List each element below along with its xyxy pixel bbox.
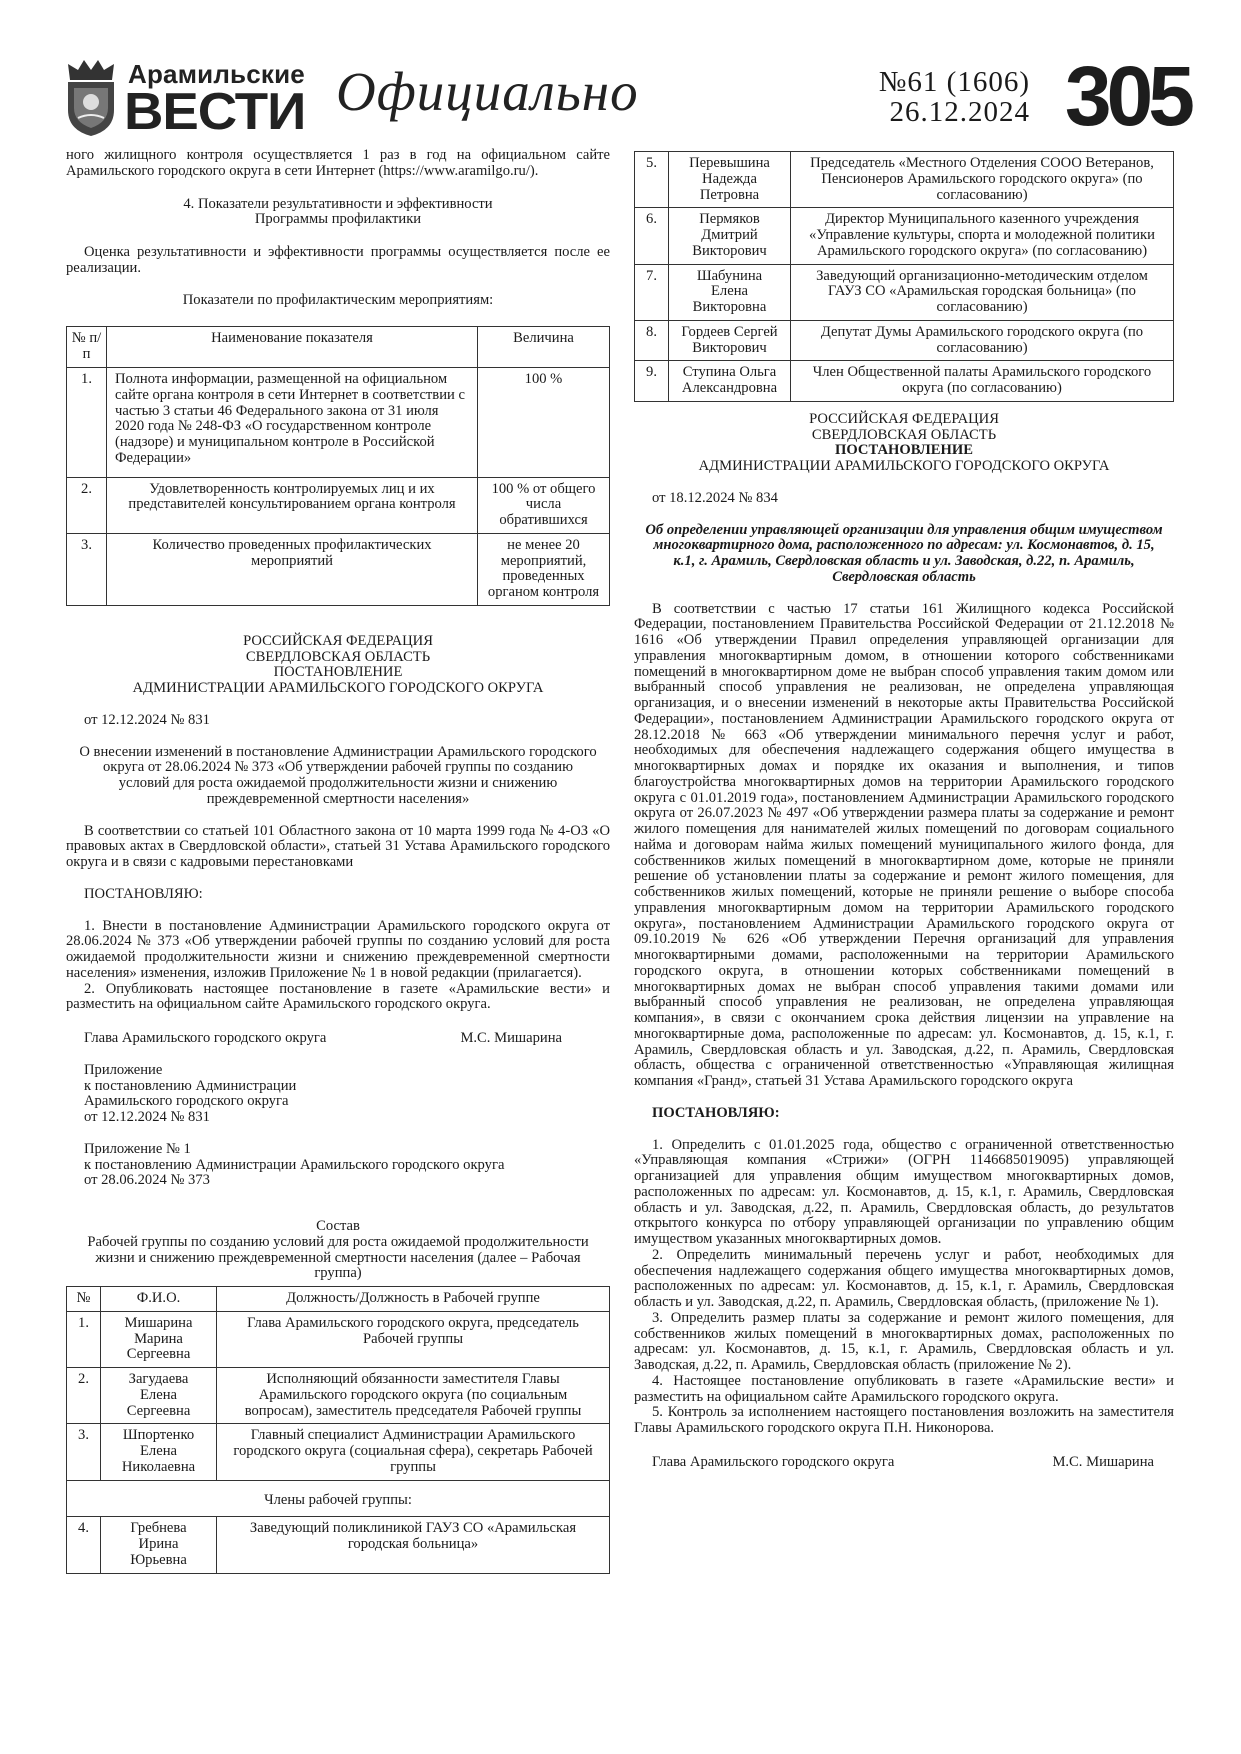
- table-cell: 3.: [67, 1424, 101, 1480]
- appendix-line: Приложение № 1: [84, 1140, 191, 1157]
- table-row: [67, 1517, 610, 1573]
- doc-header-line: ПОСТАНОВЛЕНИЕ: [835, 442, 973, 459]
- table-cell: 1.: [67, 368, 107, 478]
- document-title: Об определении управляющей организации для управления общим имуществом многоквартирного дома, расположенного по адресам: ул. Космонавтов, д. 15, к.1, г. Арамиль, Свердловская область и ул. Заводская, д.22, п. Арамиль, Свердловская область: [645, 521, 1163, 585]
- table-cell: Главный специалист Администрации Арамильского городского округа (социальная сфера), секретарь Рабочей группы: [217, 1424, 610, 1480]
- table-cell: 2.: [67, 1368, 101, 1424]
- doc-header-line: РОССИЙСКАЯ ФЕДЕРАЦИЯ: [243, 632, 433, 649]
- members-table: [66, 1286, 610, 1574]
- members-table-continued: [634, 151, 1174, 402]
- item-2: 2. Определить минимальный перечень услуг и работ, необходимых для обеспечения надлежащего содержания общего имущества многоквартирных домов, расположенных по адресам: ул. Космонавтов, д. 15, к.1, г. Арамиль, Свердловская область и ул. Заводская, д.22, п. Арамиль, Свердловская область, (приложение № 1).: [634, 1246, 1174, 1310]
- document-date: от 18.12.2024 № 834: [652, 489, 778, 506]
- members-label: Члены рабочей группы:: [67, 1480, 610, 1517]
- table-cell: Шабунина Елена Викторовна: [669, 264, 791, 320]
- appendix-line: Приложение: [84, 1061, 163, 1078]
- section-heading: 4. Показатели результативности и эффективности: [183, 195, 493, 212]
- column-header: Величина: [478, 327, 610, 368]
- item-1: 1. Внести в постановление Администрации Арамильского городского округа от 28.06.2024 № 373 «Об утверждении рабочей группы по созданию условий для роста ожидаемой продолжительности жизни и снижению преждевременной смертности населения» изменения, изложив Приложение № 1 в новой редакции (прилагается).: [66, 917, 610, 981]
- table-cell: не менее 20 мероприятий, проведенных органом контроля: [478, 533, 610, 605]
- table-cell: Полнота информации, размещенной на официальном сайте органа контроля в сети Интернет в соответствии с частью 3 статьи 46 Федерального закона от 31 июля 2020 года № 248-ФЗ «О государственном контроле (надзоре) и муниципальном контроле в Российской Федерации»: [107, 368, 478, 478]
- table-subheading-row: [67, 1480, 610, 1517]
- doc-header-line: РОССИЙСКАЯ ФЕДЕРАЦИЯ: [809, 410, 999, 427]
- masthead: [60, 49, 1190, 146]
- table-cell: 100 % от общего числа обратившихся: [478, 477, 610, 533]
- postanovlyayu-label: ПОСТАНОВЛЯЮ:: [84, 885, 203, 902]
- issue-number: №61 (1606): [878, 66, 1030, 98]
- table-row: [635, 264, 1174, 320]
- table-row: [635, 152, 1174, 208]
- basis-paragraph: В соответствии со статьей 101 Областного закона от 10 марта 1999 года № 4-ОЗ «О правовых актах в Свердловской области», статьей 31 Устава Арамильского городского округа и в связи с кадровыми перестановками: [66, 822, 610, 870]
- table-header-row: [67, 1287, 610, 1312]
- composition-title: Состав: [316, 1218, 360, 1234]
- signature-block: [634, 1455, 1174, 1471]
- indicators-table: [66, 326, 610, 606]
- table-cell: 5.: [635, 152, 669, 208]
- page-number: 305: [1064, 49, 1190, 143]
- appendix-line: Арамильского городского округа: [84, 1093, 289, 1110]
- table-cell: Директор Муниципального казенного учреждения «Управление культуры, спорта и молодежной политики Арамильского городского округа» (по согласованию): [791, 208, 1174, 264]
- table-row: [67, 477, 610, 533]
- issue-date: 26.12.2024: [889, 95, 1030, 128]
- table-cell: 6.: [635, 208, 669, 264]
- table-cell: Удовлетворенность контролируемых лиц и их представителей консультированием органа контроля: [107, 477, 478, 533]
- table-cell: 8.: [635, 320, 669, 361]
- table-row: [67, 1424, 610, 1480]
- table-cell: Председатель «Местного Отделения СООО Ветеранов, Пенсионеров Арамильского городского округа» (по согласованию): [791, 152, 1174, 208]
- column-header: Ф.И.О.: [101, 1287, 217, 1312]
- appendix-line: от 12.12.2024 № 831: [84, 1109, 210, 1125]
- table-row: [67, 533, 610, 605]
- table-header-row: [67, 327, 610, 368]
- issue-info: [879, 68, 1030, 127]
- section-title: Официально: [336, 61, 639, 122]
- table-cell: 100 %: [478, 368, 610, 478]
- coat-of-arms-icon: [62, 58, 120, 138]
- column-header: Должность/Должность в Рабочей группе: [217, 1287, 610, 1312]
- item-5: 5. Контроль за исполнением настоящего постановления возложить на заместителя Главы Арамильского городского округа П.Н. Никонорова.: [634, 1404, 1174, 1436]
- table-cell: Пермяков Дмитрий Викторович: [669, 208, 791, 264]
- appendix-note-2: [66, 1142, 610, 1189]
- table-cell: Заведующий поликлиникой ГАУЗ СО «Арамильская городская больница»: [217, 1517, 610, 1573]
- table-cell: 3.: [67, 533, 107, 605]
- table-row: [67, 368, 610, 478]
- logo-top-text: Арамильские: [128, 59, 305, 89]
- item-1: 1. Определить с 01.01.2025 года, общество с ограниченной ответственностью «Управляющая компания «Стрижи» (ОГРН 1146685019095) управляющей организацией для управления общим имуществом многоквартирных домов, расположенных по адресам: ул. Космонавтов, д. 15, к.1, г. Арамиль, Свердловская область и ул. Заводская, д.22, п. Арамиль, Свердловская область, до результатов открытого конкурса по отбору управляющей организации по управлению общим имуществом указанных многоквартирных домов.: [634, 1136, 1174, 1247]
- indicators-title: Показатели по профилактическим мероприятиям:: [182, 291, 494, 308]
- appendix-note: [66, 1063, 610, 1126]
- appendix-line: к постановлению Администрации: [84, 1077, 297, 1094]
- table-row: [635, 361, 1174, 402]
- appendix-line: к постановлению Администрации Арамильского городского округа: [84, 1156, 505, 1173]
- table-row: [67, 1368, 610, 1424]
- table-cell: Исполняющий обязанности заместителя Главы Арамильского городского округа (по социальным вопросам), заместитель председателя Рабочей группы: [217, 1368, 610, 1424]
- basis-paragraph: В соответствии с частью 17 статьи 161 Жилищного кодекса Российской Федерации, постановлением Правительства Российской Федерации от 21.12.2018 № 1616 «Об утверждении Правил определения управляющей организации для управления многоквартирным домом, в отношении которого собственниками помещений в многоквартирном доме не выбран способ управления таким домом или выбранный способ управления не реализован, не определена управляющая организация, и о внесении изменений в некоторые акты Правительства Российской Федерации», постановлением Администрации Арамильского городского округа от 28.12.2018 № 663 «Об утверждении минимального перечня услуг и работ, необходимых для обеспечения надлежащего содержания общего имущества в многоквартирных домах и порядке их оказания и выполнения, и типов благоустройства многоквартирных домов на территории Арамильского городского округа с 01.01.2019 года», постановлением Администрации Арамильского городского округа от 26.07.2023 № 497 «Об утверждении размера платы за содержание и ремонт жилого помещения для нанимателей жилых помещений по договорам социального найма и договорам найма жилых помещений муниципального жилого фонда, для собственников жилых помещений в многоквартирном доме, которые не приняли решение об установлении платы за содержание и ремонт жилого помещения, для собственников жилых помещений, которые не приняли решение о выборе способа управления многоквартирным домом на территории Арамильского городского округа», постановлением Администрации Арамильского городского округа от 09.10.2019 № 626 «Об утверждении Перечня организаций для управления многоквартирными домами, расположенными на территории Арамильского городского округа, в отношении которых собственниками помещений в многоквартирных домах не выбран способ управления такими домами или выбранный способ управления не реализован, не определена управляющая компания», в связи с окончанием срока действия лицензии на управление на многоквартирные дома, расположенные по адресам: ул. Космонавтов, д. 15, к.1, г. Арамиль, Свердловская область и ул. Заводская, д.22, п. Арамиль, Свердловская область, общества с ограниченной ответственностью «Управляющая жилищная компания «Гранд», статьей 31 Устава Арамильского городского округа: [634, 600, 1174, 1089]
- intro-paragraph: ного жилищного контроля осуществляется 1 раз в год на официальном сайте Арамильского городского округа в сети Интернет (https://www.aramilgo.ru/).: [66, 147, 610, 179]
- composition-subtitle: Рабочей группы по созданию условий для роста ожидаемой продолжительности жизни и снижению преждевременной смертности населения (далее – Рабочая группа): [87, 1233, 589, 1282]
- table-cell: Гребнева Ирина Юрьевна: [101, 1517, 217, 1573]
- table-cell: 7.: [635, 264, 669, 320]
- item-2: 2. Опубликовать настоящее постановление в газете «Арамильские вести» и разместить на официальном сайте Арамильского городского округа.: [66, 980, 610, 1013]
- table-cell: 4.: [67, 1517, 101, 1573]
- doc-header-line: СВЕРДЛОВСКАЯ ОБЛАСТЬ: [811, 426, 997, 443]
- document-title: О внесении изменений в постановление Администрации Арамильского городского округа от 28.06.2024 № 373 «Об утверждении рабочей группы по созданию условий для роста ожидаемой продолжительности жизни и снижению преждевременной смертности населения»: [79, 743, 597, 807]
- right-column: [634, 151, 1174, 1471]
- table-cell: Гордеев Сергей Викторович: [669, 320, 791, 361]
- postanovlyayu-label: ПОСТАНОВЛЯЮ:: [652, 1104, 780, 1121]
- item-4: 4. Настоящее постановление опубликовать в газете «Арамильские вести» и разместить на официальном сайте Арамильского городского округа.: [634, 1372, 1174, 1405]
- table-row: [67, 1311, 610, 1367]
- doc-header-line: ПОСТАНОВЛЕНИЕ: [273, 664, 403, 681]
- signature-position: Глава Арамильского городского округа: [652, 1453, 895, 1470]
- table-cell: Количество проведенных профилактических мероприятий: [107, 533, 478, 605]
- appendix-line: от 28.06.2024 № 373: [84, 1172, 210, 1189]
- doc-header-line: СВЕРДЛОВСКАЯ ОБЛАСТЬ: [245, 648, 431, 665]
- signature-position: Глава Арамильского городского округа: [84, 1030, 327, 1046]
- column-header: № п/п: [67, 327, 107, 368]
- signature-block: [66, 1031, 610, 1047]
- table-cell: Депутат Думы Арамильского городского округа (по согласованию): [791, 320, 1174, 361]
- document-header: [66, 634, 610, 697]
- document-header: [634, 412, 1174, 475]
- table-cell: Перевышина Надежда Петровна: [669, 152, 791, 208]
- table-row: [635, 320, 1174, 361]
- column-header: №: [67, 1287, 101, 1312]
- table-cell: Шпортенко Елена Николаевна: [101, 1424, 217, 1480]
- logo-bottom-text: ВЕСТИ: [124, 83, 306, 141]
- table-cell: Мишарина Марина Сергеевна: [101, 1311, 217, 1367]
- table-cell: Заведующий организационно-методическим отделом ГАУЗ СО «Арамильская городская больница» (по согласованию): [791, 264, 1174, 320]
- table-cell: Загудаева Елена Сергеевна: [101, 1368, 217, 1424]
- table-cell: 2.: [67, 477, 107, 533]
- column-header: Наименование показателя: [107, 327, 478, 368]
- table-cell: Член Общественной палаты Арамильского городского округа (по согласованию): [791, 361, 1174, 402]
- table-cell: Ступина Ольга Александровна: [669, 361, 791, 402]
- table-cell: Глава Арамильского городского округа, председатель Рабочей группы: [217, 1311, 610, 1367]
- doc-header-line: АДМИНИСТРАЦИИ АРАМИЛЬСКОГО ГОРОДСКОГО ОКРУГА: [698, 458, 1110, 474]
- document-date: от 12.12.2024 № 831: [84, 711, 210, 728]
- table-cell: 1.: [67, 1311, 101, 1367]
- table-cell: 9.: [635, 361, 669, 402]
- newspaper-logo: [62, 58, 352, 140]
- left-column: [66, 148, 610, 1574]
- section-heading-2: Программы профилактики: [254, 211, 422, 228]
- signature-name: М.С. Мишарина: [1052, 1453, 1154, 1470]
- evaluation-paragraph: Оценка результативности и эффективности программы осуществляется после ее реализации.: [66, 244, 610, 276]
- table-row: [635, 208, 1174, 264]
- item-3: 3. Определить размер платы за содержание и ремонт жилого помещения, для собственников жилых помещений в многоквартирных домах, расположенных по адресам: ул. Космонавтов, д. 15, к.1, г. Арамиль, Свердловская область и ул. Заводская, д.22, п. Арамиль, Свердловская область (приложение № 2).: [634, 1309, 1174, 1373]
- doc-header-line: АДМИНИСТРАЦИИ АРАМИЛЬСКОГО ГОРОДСКОГО ОКРУГА: [132, 680, 544, 696]
- signature-name: М.С. Мишарина: [460, 1030, 562, 1046]
